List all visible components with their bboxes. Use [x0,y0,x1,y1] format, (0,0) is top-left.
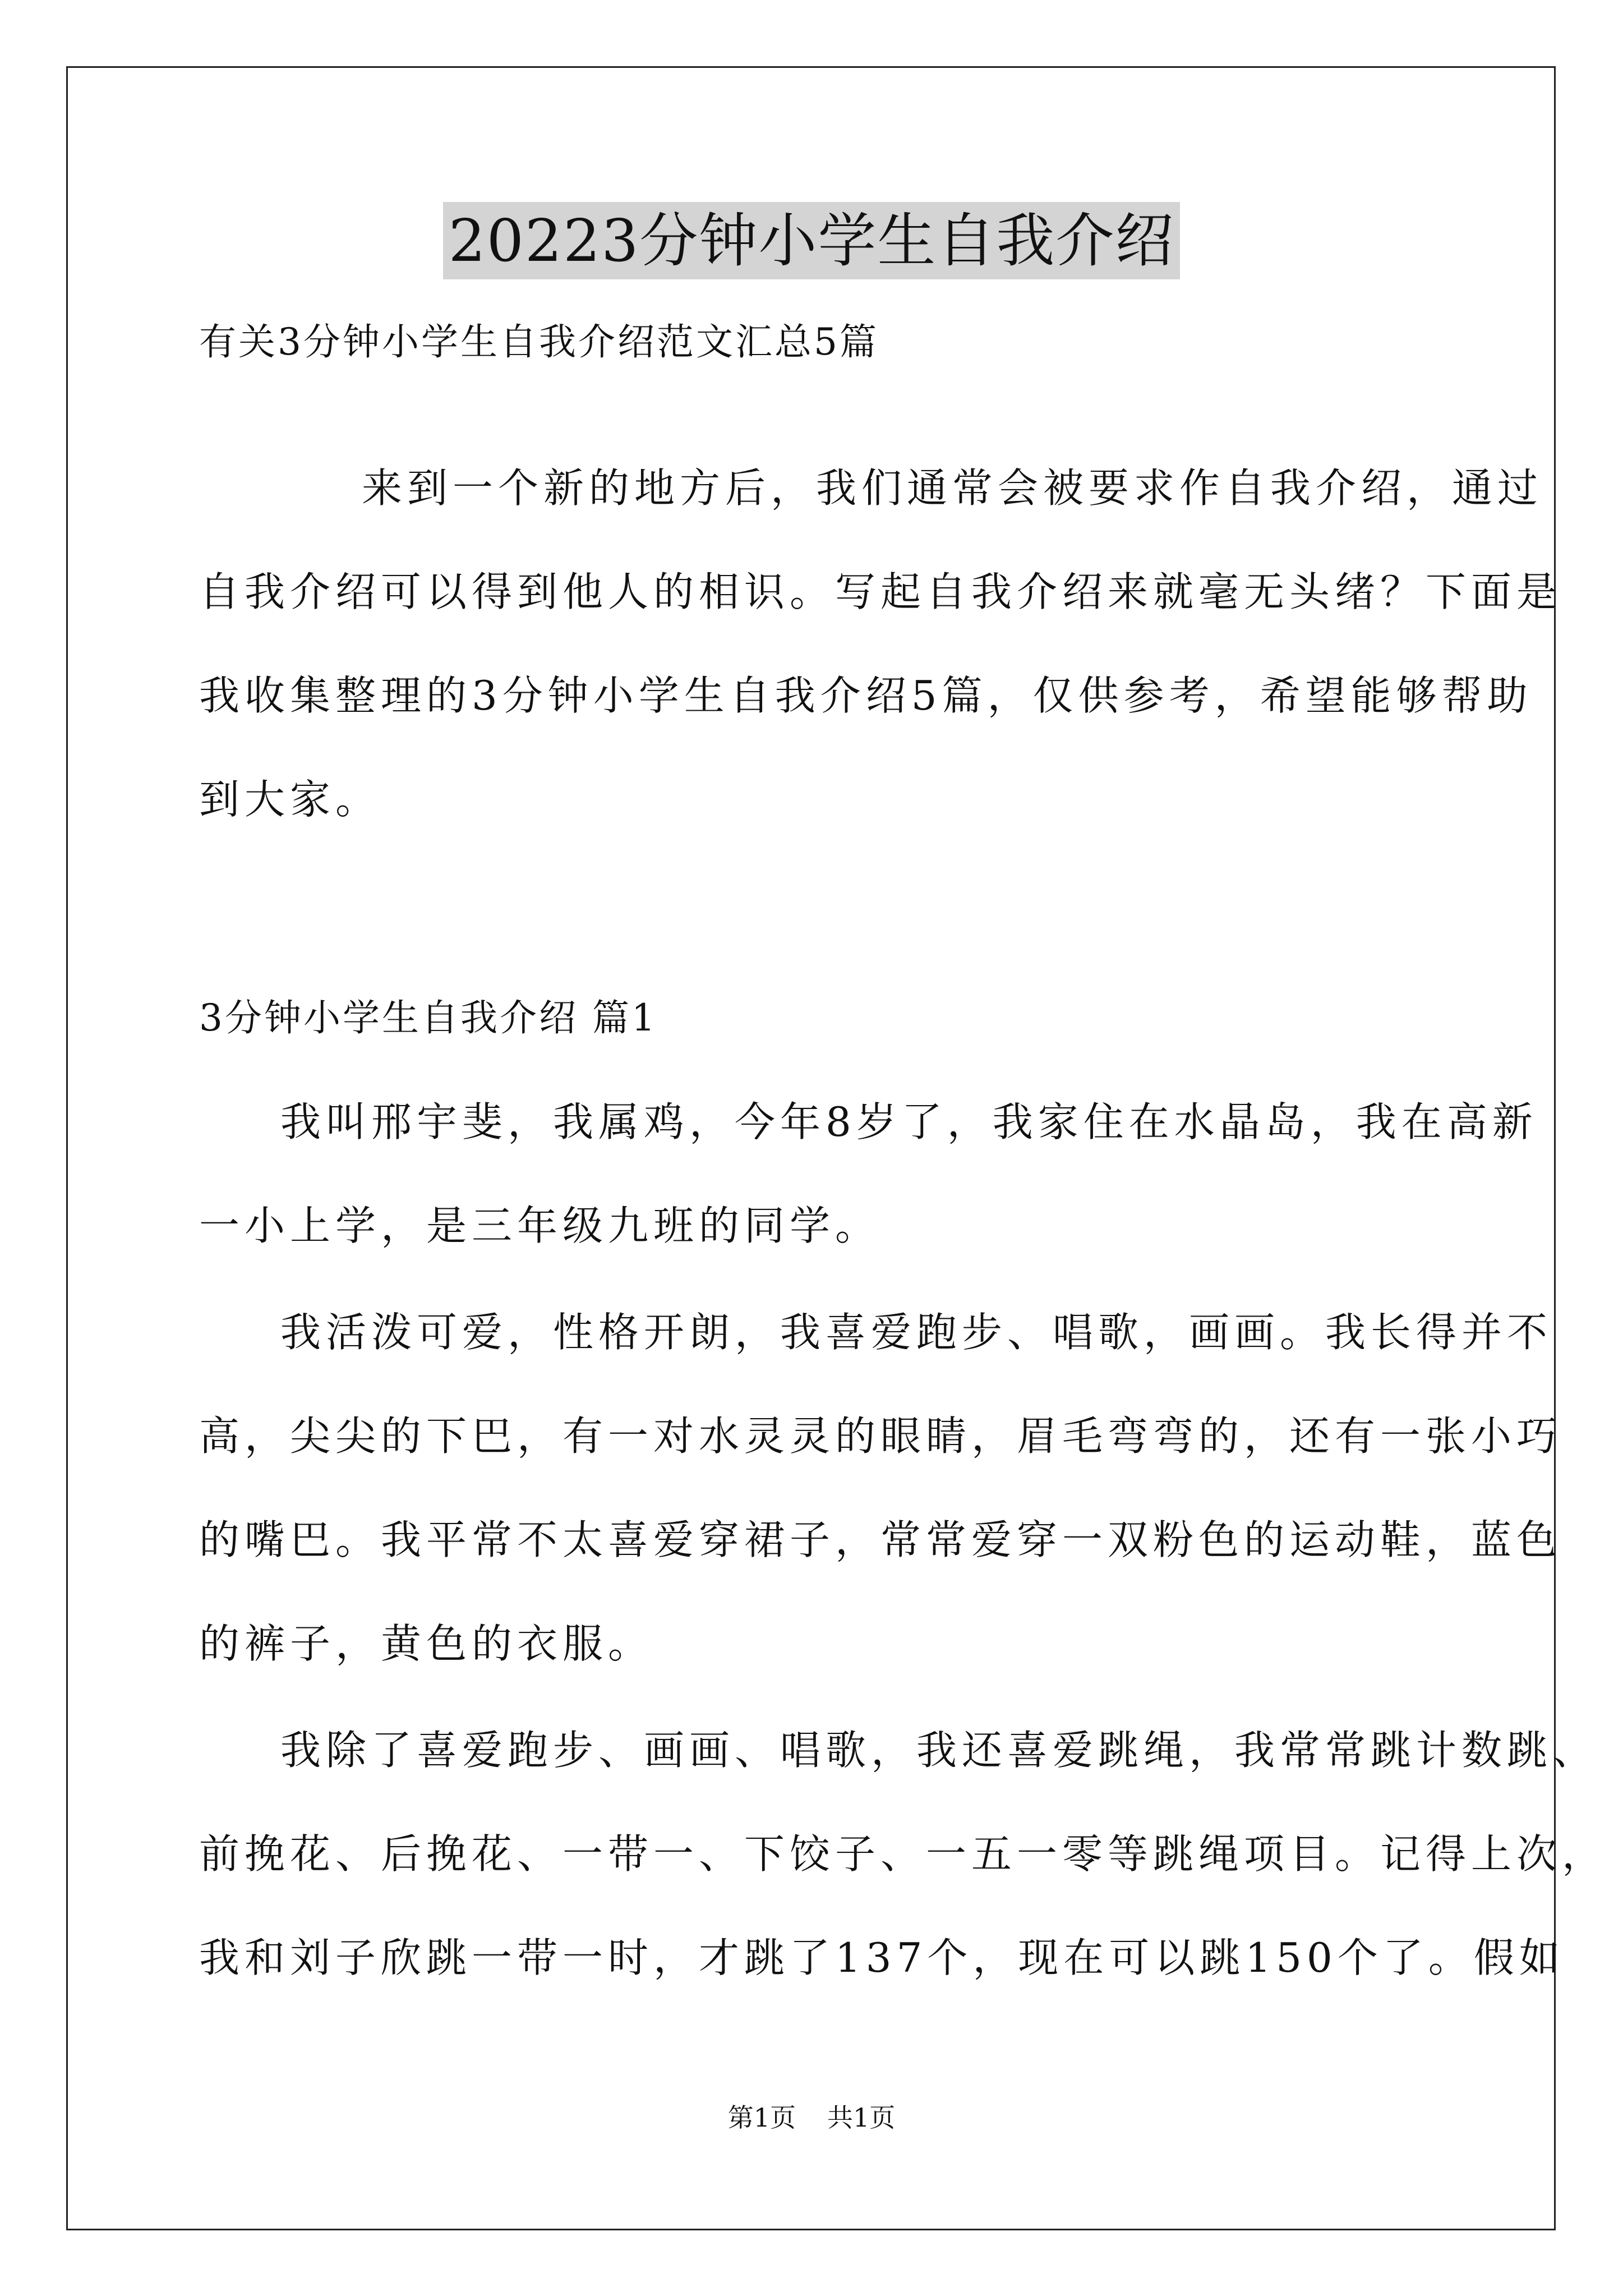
body-line-1: 我叫邢宇斐，我属鸡，今年8岁了，我家住在水晶岛，我在高新 [280,1098,1538,1145]
body-line-4: 高，尖尖的下巴，有一对水灵灵的眼睛，眉毛弯弯的，还有一张小巧 [199,1412,1562,1460]
intro-line-1: 来到一个新的地方后，我们通常会被要求作自我介绍，通过 [362,464,1543,512]
intro-line-2: 自我介绍可以得到他人的相识。写起自我介绍来就毫无头绪？下面是 [199,568,1562,615]
footer-page-total: 共1页 [827,2102,896,2133]
body-line-5: 的嘴巴。我平常不太喜爱穿裙子，常常爱穿一双粉色的运动鞋，蓝色 [199,1516,1562,1563]
section-heading: 3分钟小学生自我介绍 篇1 [199,996,657,1039]
intro-line-4: 到大家。 [199,776,381,823]
body-line-9: 我和刘子欣跳一带一时，才跳了137个，现在可以跳150个了。假如 [199,1934,1565,1981]
page-footer [0,2101,1623,2134]
title-wrap [0,202,1623,279]
body-line-2: 一小上学，是三年级九班的同学。 [199,1202,881,1249]
document-title: 20223分钟小学生自我介绍 [443,202,1181,279]
body-line-3: 我活泼可爱，性格开朗，我喜爱跑步、唱歌，画画。我长得并不 [280,1309,1553,1356]
document-subtitle: 有关3分钟小学生自我介绍范文汇总5篇 [199,320,879,364]
body-line-7: 我除了喜爱跑步、画画、唱歌，我还喜爱跳绳，我常常跳计数跳、 [280,1727,1598,1774]
body-line-8: 前挽花、后挽花、一带一、下饺子、一五一零等跳绳项目。记得上次， [199,1830,1608,1878]
intro-line-3: 我收集整理的3分钟小学生自我介绍5篇，仅供参考，希望能够帮助 [199,672,1533,719]
body-line-6: 的裤子，黄色的衣服。 [199,1620,654,1667]
footer-page-current: 第1页 [727,2102,796,2133]
